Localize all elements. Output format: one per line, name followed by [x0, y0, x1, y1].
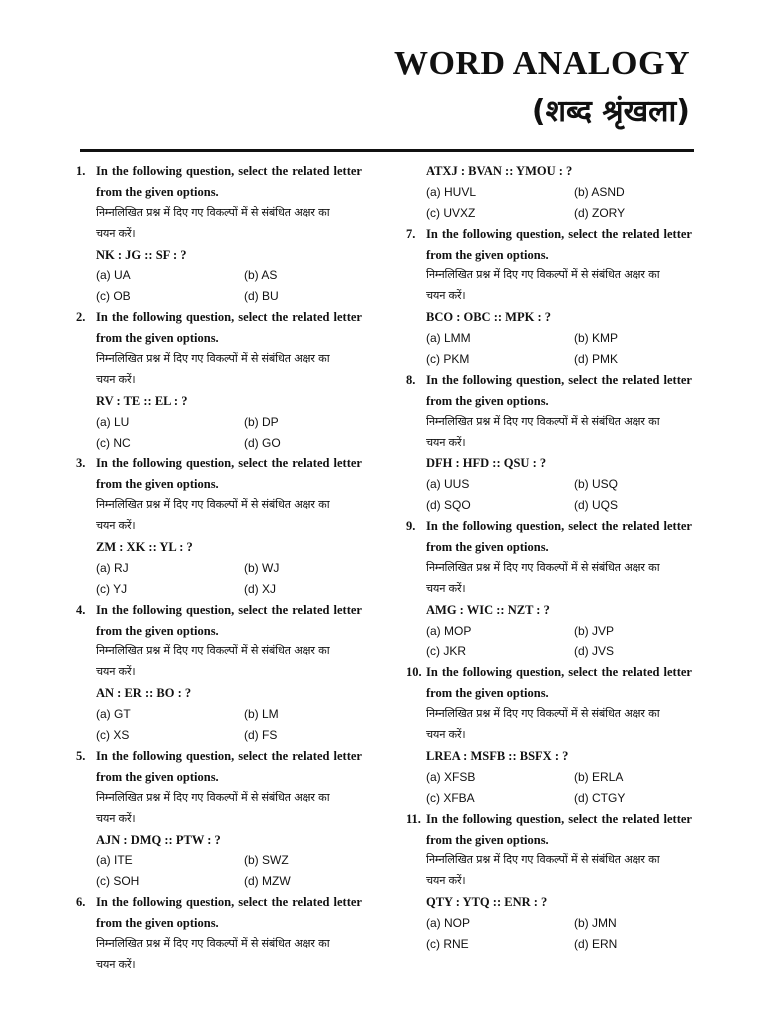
option-a: (a) HUVL: [426, 184, 477, 199]
option-a: (a) ITE: [96, 853, 133, 868]
question-hindi-line: [76, 224, 362, 245]
question-number: 11.: [406, 811, 421, 826]
question-instruction-line: [406, 537, 692, 558]
question-hindi-instruction-cont: चयन करें।: [96, 226, 136, 240]
question-hindi-instruction-cont: चयन करें।: [426, 435, 466, 449]
question-number: 5.: [76, 748, 86, 763]
question-stem: RV : TE :: EL : ?: [96, 393, 188, 408]
question-hindi-line: [406, 704, 692, 725]
question-instruction-line: [76, 746, 362, 767]
question-stem-line: [76, 245, 362, 266]
option-c: (c) OB: [96, 289, 131, 304]
question-hindi-line: [76, 662, 362, 683]
question-instruction: In the following question, select the related letter: [426, 665, 692, 680]
question-instruction-line: [76, 453, 362, 474]
question-stem-line: [76, 537, 362, 558]
option-b: (b) ERLA: [574, 769, 624, 784]
question-instruction-line: [76, 474, 362, 495]
question-instruction-line: [406, 370, 692, 391]
option-b: (b) WJ: [244, 560, 280, 575]
question-hindi-line: [76, 955, 362, 976]
question-hindi-line: [76, 349, 362, 370]
option-row: [76, 558, 362, 579]
question-instruction-line: [76, 767, 362, 788]
option-row: [76, 725, 362, 746]
question-stem: AJN : DMQ :: PTW : ?: [96, 832, 221, 847]
question-instruction-cont: from the given options.: [96, 184, 219, 199]
option-row: [76, 704, 362, 725]
question-stem: AMG : WIC :: NZT : ?: [426, 602, 550, 617]
question-stem: LREA : MSFB :: BSFX : ?: [426, 748, 569, 763]
question-instruction-line: [76, 892, 362, 913]
question-number: 7.: [406, 226, 416, 241]
question-instruction-cont: from the given options.: [96, 477, 219, 492]
page-subtitle: (शब्द श्रृंखला): [531, 94, 690, 129]
question-hindi-instruction-cont: चयन करें।: [426, 728, 466, 742]
question-stem-line: [76, 830, 362, 851]
option-row: [406, 621, 692, 642]
question-hindi-line: [406, 850, 692, 871]
question-hindi-line: [76, 516, 362, 537]
question-instruction-cont: from the given options.: [426, 393, 549, 408]
option-a: (a) LU: [96, 414, 130, 429]
question-hindi-line: [76, 370, 362, 391]
option-a: (a) UUS: [426, 477, 470, 492]
question-instruction-line: [76, 182, 362, 203]
question-hindi-line: [76, 641, 362, 662]
option-row: [76, 265, 362, 286]
question-instruction-line: [406, 391, 692, 412]
question-instruction: In the following question, select the related letter: [426, 811, 692, 826]
question-number: 9.: [406, 519, 416, 534]
question-hindi-instruction-cont: चयन करें।: [426, 874, 466, 888]
question-hindi-instruction: निम्नलिखित प्रश्न में दिए गए विकल्पों में से संबंधित अक्षर का: [426, 853, 660, 867]
question-hindi-line: [76, 934, 362, 955]
question-hindi-instruction-cont: चयन करें।: [96, 957, 136, 971]
option-b: (b) JVP: [574, 623, 615, 638]
question-instruction-line: [76, 913, 362, 934]
right-column: [406, 161, 692, 955]
question-instruction: In the following question, select the related letter: [96, 602, 362, 617]
question-hindi-instruction: निम्नलिखित प्रश्न में दिए गए विकल्पों में से संबंधित अक्षर का: [96, 644, 330, 658]
option-row: [76, 871, 362, 892]
question-hindi-line: [406, 871, 692, 892]
question-stem-line: [406, 307, 692, 328]
option-b: (b) ASND: [574, 184, 625, 199]
question-stem: BCO : OBC :: MPK : ?: [426, 310, 551, 325]
question-instruction: In the following question, select the related letter: [96, 164, 362, 178]
question-instruction-cont: from the given options.: [426, 686, 549, 701]
question-instruction: In the following question, select the related letter: [96, 456, 362, 471]
question-instruction-cont: from the given options.: [96, 916, 219, 931]
question-hindi-instruction-cont: चयन करें।: [96, 372, 136, 386]
question-instruction-cont: from the given options.: [426, 247, 549, 262]
option-row: [406, 349, 692, 370]
option-b: (b) AS: [244, 268, 278, 283]
option-a: (a) UA: [96, 268, 131, 283]
question-stem: ZM : XK :: YL : ?: [96, 540, 193, 555]
question-number: 8.: [406, 372, 416, 387]
option-d: (d) ERN: [574, 936, 618, 951]
option-row: [406, 474, 692, 495]
question-hindi-line: [406, 265, 692, 286]
question-number: 10.: [406, 665, 422, 680]
option-row: [406, 495, 692, 516]
question-hindi-line: [406, 579, 692, 600]
option-c: (c) SOH: [96, 874, 140, 889]
option-d: (d) GO: [244, 435, 281, 450]
question-instruction-cont: from the given options.: [426, 832, 549, 847]
option-a: (a) MOP: [426, 623, 472, 638]
question-hindi-instruction: निम्नलिखित प्रश्न में दिए गए विकल्पों में से संबंधित अक्षर का: [96, 790, 330, 804]
question-instruction-line: [76, 600, 362, 621]
question-stem: NK : JG :: SF : ?: [96, 247, 187, 262]
question-number: 3.: [76, 456, 86, 471]
question-instruction-line: [76, 328, 362, 349]
question-instruction: In the following question, select the related letter: [96, 310, 362, 325]
question-instruction-line: [406, 245, 692, 266]
question-hindi-line: [406, 433, 692, 454]
option-c: (c) PKM: [426, 352, 470, 367]
option-d: (d) FS: [244, 728, 278, 743]
question-stem-line: [76, 391, 362, 412]
question-instruction-line: [406, 830, 692, 851]
option-row: [406, 203, 692, 224]
question-stem-line: [406, 600, 692, 621]
option-b: (b) SWZ: [244, 853, 289, 868]
question-hindi-instruction: निम्नलिखित प्रश्न में दिए गए विकल्पों में से संबंधित अक्षर का: [96, 936, 330, 950]
question-hindi-line: [76, 495, 362, 516]
question-instruction-cont: from the given options.: [96, 769, 219, 784]
option-row: [76, 433, 362, 454]
question-number: 1.: [76, 164, 86, 178]
option-d: (d) BU: [244, 289, 279, 304]
question-instruction-line: [406, 224, 692, 245]
question-stem-line: [76, 683, 362, 704]
option-row: [76, 850, 362, 871]
question-hindi-instruction: निम्नलिखित प्रश्न में दिए गए विकल्पों में से संबंधित अक्षर का: [426, 268, 660, 282]
question-instruction-line: [406, 662, 692, 683]
option-row: [76, 579, 362, 600]
question-instruction: In the following question, select the related letter: [96, 895, 362, 910]
option-c: (c) RNE: [426, 936, 469, 951]
question-hindi-line: [406, 286, 692, 307]
question-stem-line: [406, 161, 692, 182]
page-title-block: [394, 44, 690, 134]
question-hindi-line: [406, 412, 692, 433]
option-d: (d) PMK: [574, 352, 619, 367]
option-row: [406, 182, 692, 203]
question-stem-line: [406, 746, 692, 767]
question-instruction-line: [76, 307, 362, 328]
option-a: (a) RJ: [96, 560, 129, 575]
left-column: [76, 161, 362, 976]
question-hindi-line: [76, 203, 362, 224]
question-instruction-line: [406, 516, 692, 537]
question-hindi-line: [406, 725, 692, 746]
question-instruction-line: [406, 683, 692, 704]
option-c: (c) XS: [96, 728, 130, 743]
question-stem: ATXJ : BVAN :: YMOU : ?: [426, 164, 573, 178]
question-hindi-instruction: निम्नलिखित प्रश्न में दिए गए विकल्पों में से संबंधित अक्षर का: [426, 707, 660, 721]
option-c: (c) NC: [96, 435, 131, 450]
option-row: [76, 286, 362, 307]
question-instruction: In the following question, select the related letter: [96, 748, 362, 763]
option-a: (a) GT: [96, 707, 131, 722]
option-a: (a) NOP: [426, 916, 471, 931]
option-d: (d) XJ: [244, 581, 277, 596]
page-title: WORD ANALOGY: [394, 45, 690, 82]
option-a: (a) LMM: [426, 331, 471, 346]
option-d: (d) JVS: [574, 644, 615, 659]
option-d: (d) MZW: [244, 874, 291, 889]
question-instruction-cont: from the given options.: [96, 331, 219, 346]
option-b: (b) JMN: [574, 916, 617, 931]
option-row: [76, 412, 362, 433]
question-hindi-line: [76, 809, 362, 830]
option-b: (b) KMP: [574, 331, 619, 346]
option-row: [406, 767, 692, 788]
option-d: (d) UQS: [574, 498, 619, 513]
option-c: (c) XFBA: [426, 790, 475, 805]
option-row: [406, 913, 692, 934]
question-hindi-line: [406, 558, 692, 579]
question-instruction-cont: from the given options.: [426, 540, 549, 555]
question-hindi-instruction: निम्नलिखित प्रश्न में दिए गए विकल्पों में से संबंधित अक्षर का: [96, 205, 330, 219]
option-b: (b) DP: [244, 414, 279, 429]
question-instruction-line: [76, 621, 362, 642]
question-hindi-instruction-cont: चयन करें।: [426, 581, 466, 595]
question-instruction: In the following question, select the related letter: [426, 372, 692, 387]
question-instruction-line: [406, 809, 692, 830]
option-c: (d) SQO: [426, 498, 471, 513]
question-stem: QTY : YTQ :: ENR : ?: [426, 895, 548, 910]
option-row: [406, 641, 692, 662]
option-b: (b) LM: [244, 707, 279, 722]
question-hindi-instruction: निम्नलिखित प्रश्न में दिए गए विकल्पों में से संबंधित अक्षर का: [426, 414, 660, 428]
question-hindi-instruction: निम्नलिखित प्रश्न में दिए गए विकल्पों में से संबंधित अक्षर का: [426, 560, 660, 574]
question-number: 4.: [76, 602, 86, 617]
option-d: (d) ZORY: [574, 205, 626, 220]
question-stem: DFH : HFD :: QSU : ?: [426, 456, 547, 471]
option-row: [406, 328, 692, 349]
option-c: (c) UVXZ: [426, 205, 476, 220]
question-hindi-instruction-cont: चयन करें।: [96, 519, 136, 533]
option-b: (b) USQ: [574, 477, 619, 492]
question-hindi-instruction: निम्नलिखित प्रश्न में दिए गए विकल्पों में से संबंधित अक्षर का: [96, 352, 330, 366]
option-c: (c) YJ: [96, 581, 128, 596]
option-a: (a) XFSB: [426, 769, 476, 784]
question-hindi-instruction-cont: चयन करें।: [96, 811, 136, 825]
title-divider: [80, 149, 694, 152]
question-number: 6.: [76, 895, 86, 910]
option-d: (d) CTGY: [574, 790, 626, 805]
question-hindi-instruction-cont: चयन करें।: [96, 665, 136, 679]
question-hindi-line: [76, 788, 362, 809]
question-number: 2.: [76, 310, 86, 325]
question-hindi-instruction: निम्नलिखित प्रश्न में दिए गए विकल्पों में से संबंधित अक्षर का: [96, 498, 330, 512]
question-instruction: In the following question, select the related letter: [426, 519, 692, 534]
question-instruction: In the following question, select the related letter: [426, 226, 692, 241]
question-stem: AN : ER :: BO : ?: [96, 686, 192, 701]
question-hindi-instruction-cont: चयन करें।: [426, 289, 466, 303]
question-instruction-line: [76, 161, 362, 182]
option-row: [406, 934, 692, 955]
question-stem-line: [406, 453, 692, 474]
option-row: [406, 788, 692, 809]
option-c: (c) JKR: [426, 644, 466, 659]
question-instruction-cont: from the given options.: [96, 623, 219, 638]
question-stem-line: [406, 892, 692, 913]
